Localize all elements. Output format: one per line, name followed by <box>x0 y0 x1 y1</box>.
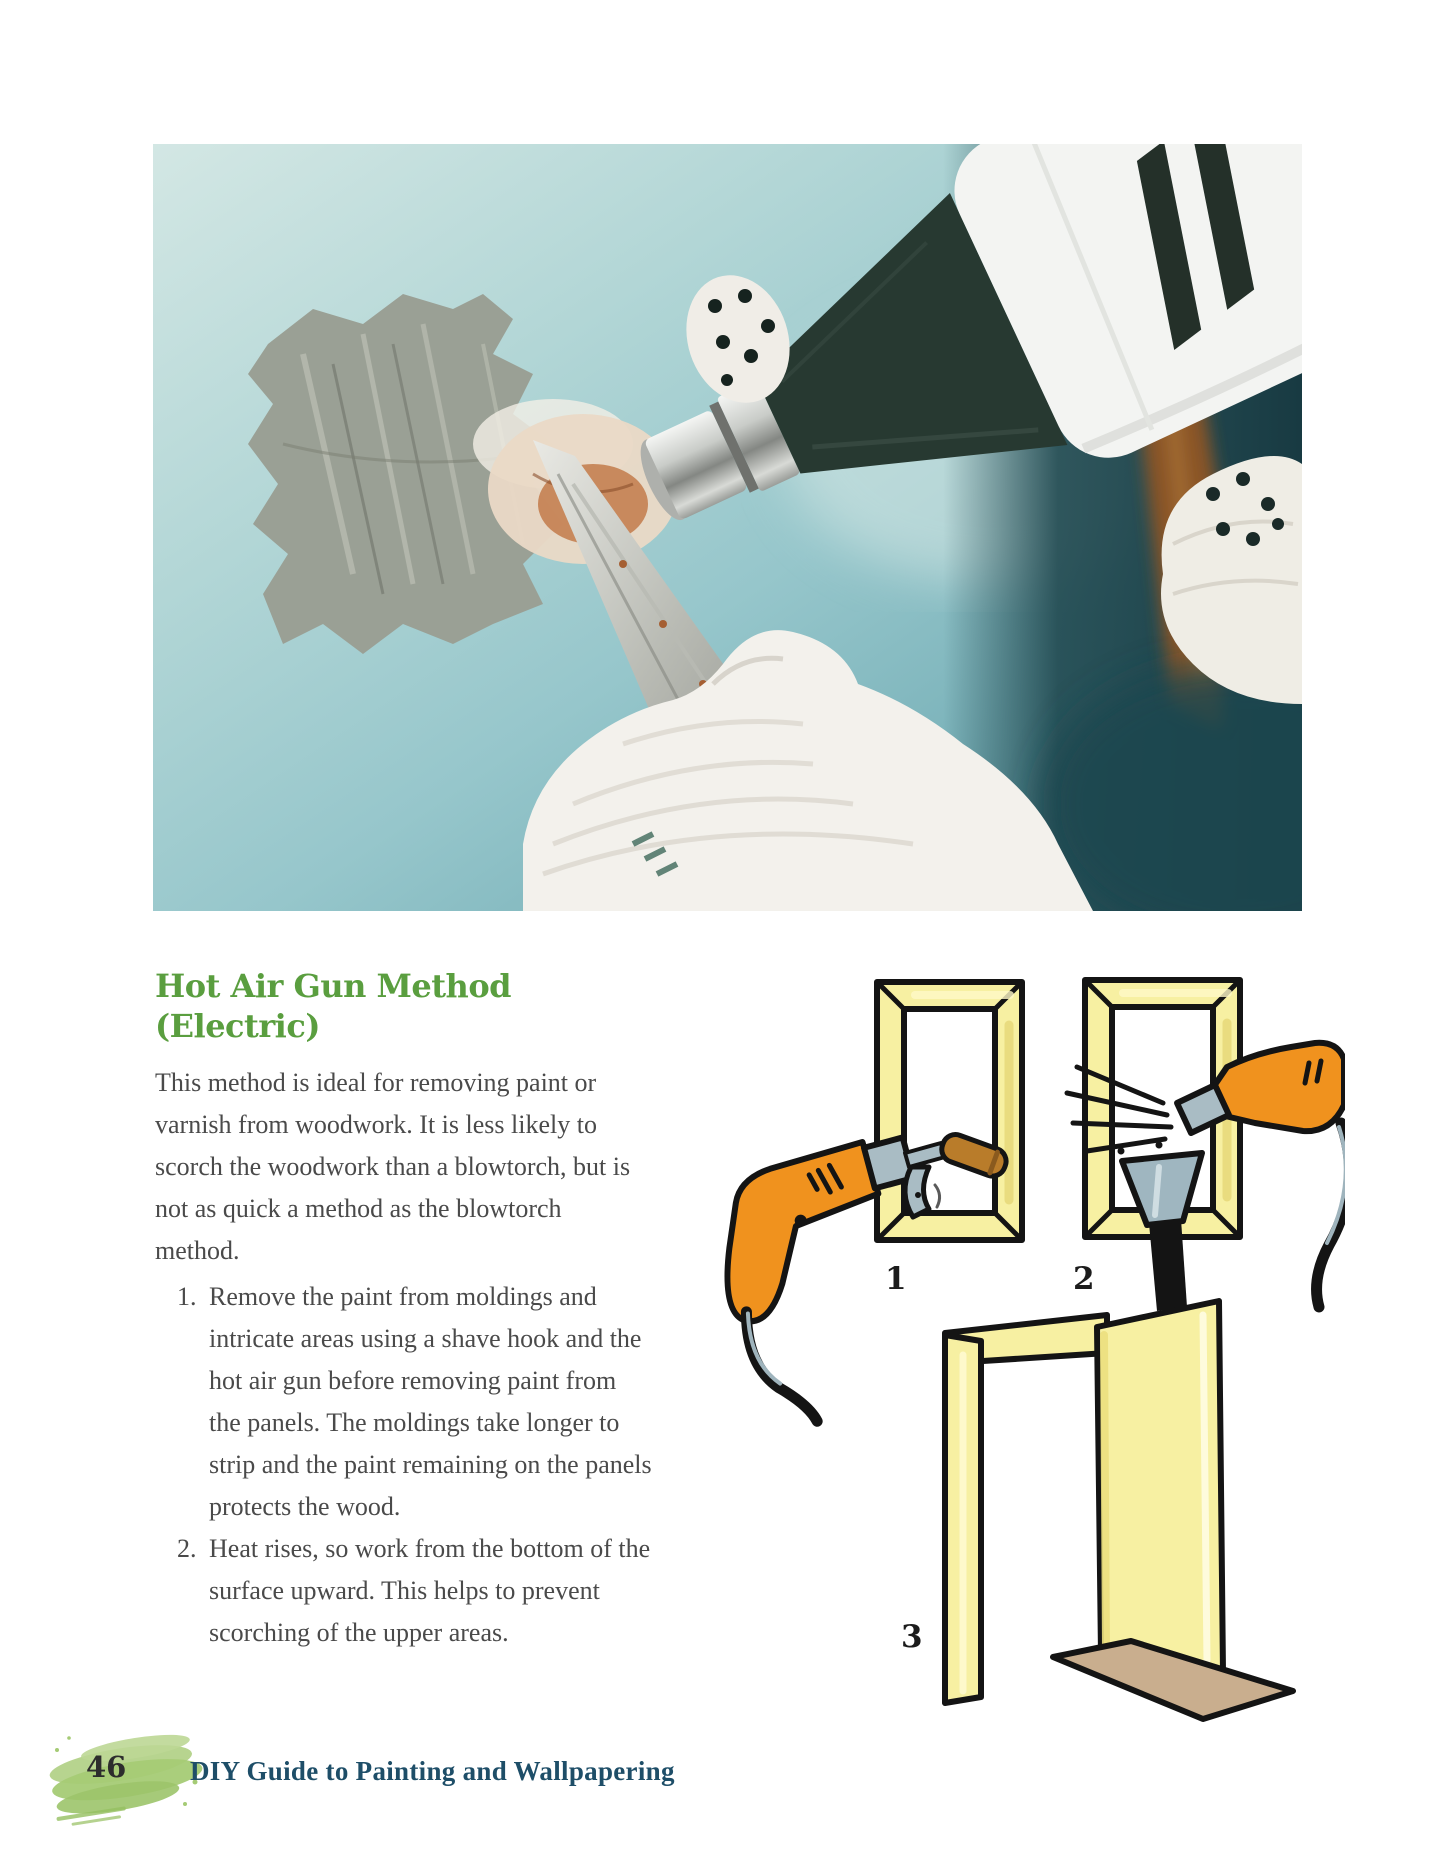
intro-paragraph: This method is ideal for removing paint or varnish from woodwork. It is less likely to scorch the woodwork than a blowtorch, but is not as quick a method as the blowtorch method. <box>155 1068 631 1265</box>
hero-photo-art <box>153 144 1302 911</box>
step-item <box>177 1528 652 1654</box>
figure-label-2: 2 <box>1073 1261 1095 1297</box>
page-number: 46 <box>86 1750 127 1784</box>
section-heading: Hot Air Gun Method (Electric) <box>155 967 512 1045</box>
hero-photo <box>153 144 1302 911</box>
door-base <box>1053 1641 1293 1719</box>
figure-frame-1 <box>877 982 1022 1240</box>
step-item <box>177 1276 652 1528</box>
figure-illustrations <box>615 955 1345 1740</box>
step-text: Remove the paint from moldings and intricate areas using a shave hook and the hot air gun before removing paint from the panels. The moldings take longer to strip and the paint remaining on the panels protects the wood. <box>209 1282 652 1521</box>
step-text: Heat rises, so work from the bottom of the surface upward. This helps to prevent scorching of the upper areas. <box>209 1534 651 1647</box>
step-number: 1. <box>177 1282 197 1311</box>
step-number: 2. <box>177 1534 197 1563</box>
article-column <box>155 966 652 1654</box>
figure-door <box>945 1301 1293 1719</box>
power-cable <box>1317 1123 1345 1307</box>
step-list <box>155 1276 652 1654</box>
figure-label-3: 3 <box>901 1619 923 1655</box>
figure-art <box>615 955 1345 1740</box>
figure-label-1: 1 <box>885 1261 907 1297</box>
footer-title: DIY Guide to Painting and Wallpapering <box>190 1756 675 1786</box>
